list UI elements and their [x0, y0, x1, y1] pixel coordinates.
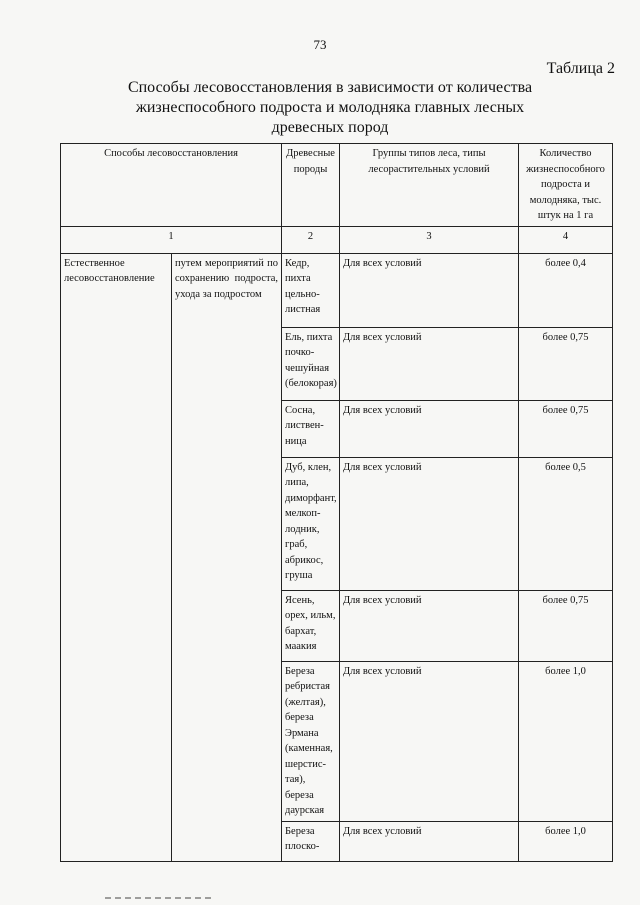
table-row [61, 253, 613, 327]
quantity-cell: более 1,0 [519, 661, 613, 821]
conditions-cell: Для всех условий [340, 400, 519, 457]
header-quantity: Количество жизнеспособного подроста и молодняка, тыс. штук на 1 га [519, 144, 613, 227]
species-cell: Кедр, пихта цельно-листная [282, 253, 340, 327]
species-cell: Сосна, листвен-ница [282, 400, 340, 457]
table-title [80, 78, 580, 138]
header-groups: Группы типов леса, типы лесорастительных условий [340, 144, 519, 227]
page-number: 73 [313, 37, 327, 52]
title-line: Способы лесовосстановления в зависимости от количества [127, 79, 533, 96]
quantity-cell: более 1,0 [519, 821, 613, 861]
column-number: 1 [61, 226, 282, 253]
species-cell: Ель, пихта почко-чешуйная (белокорая) [282, 327, 340, 400]
conditions-cell: Для всех условий [340, 661, 519, 821]
title-line: древесных пород [271, 119, 389, 136]
species-cell: Ясень, орех, ильм, бархат, маакия [282, 590, 340, 661]
quantity-cell: более 0,75 [519, 327, 613, 400]
table-label: Таблица 2 [546, 60, 615, 77]
quantity-cell: более 0,75 [519, 590, 613, 661]
quantity-cell: более 0,75 [519, 400, 613, 457]
species-cell: Дуб, клен, липа, диморфант, мелкоп-лодник, граб, абрикос, груша [282, 457, 340, 590]
conditions-cell: Для всех условий [340, 821, 519, 861]
conditions-cell: Для всех условий [340, 590, 519, 661]
scan-artifact [105, 897, 215, 899]
reforestation-table [60, 143, 613, 862]
header-methods: Способы лесовосстановления [61, 144, 282, 227]
species-cell: Береза плоско- [282, 821, 340, 861]
header-row [61, 144, 613, 227]
quantity-cell: более 0,5 [519, 457, 613, 590]
conditions-cell: Для всех условий [340, 327, 519, 400]
quantity-cell: более 0,4 [519, 253, 613, 327]
title-line: жизнеспособного подроста и молодняка главных лесных [135, 99, 525, 116]
species-cell: Береза ребристая (желтая), береза Эрмана (каменная, шерстис-тая), береза даурская [282, 661, 340, 821]
method-cell: Естественное лесовосстановление [61, 253, 172, 861]
column-number: 4 [519, 226, 613, 253]
conditions-cell: Для всех условий [340, 253, 519, 327]
submethod-cell: путем мероприятий по сохранению подроста, ухода за подростом [172, 253, 282, 861]
conditions-cell: Для всех условий [340, 457, 519, 590]
column-number: 3 [340, 226, 519, 253]
header-species: Древесные породы [282, 144, 340, 227]
column-number: 2 [282, 226, 340, 253]
column-number-row [61, 226, 613, 253]
